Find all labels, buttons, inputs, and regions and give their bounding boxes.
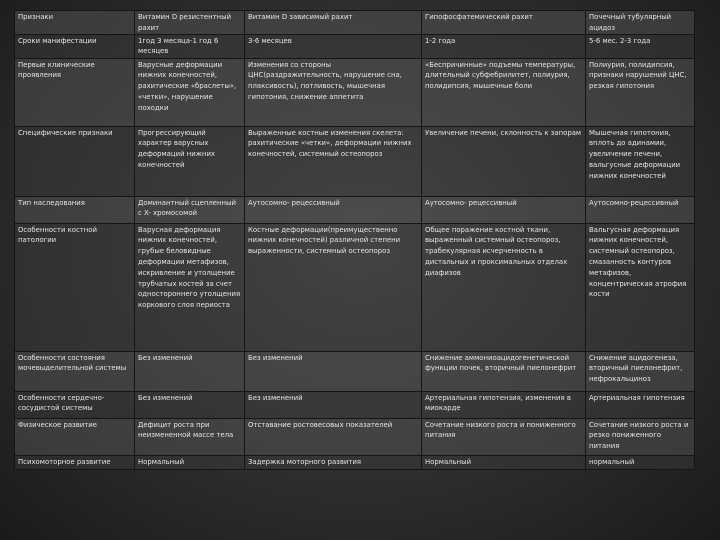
table-cell: Отставание ростовесовых показателей [245, 418, 422, 455]
table-cell: Без изменений [135, 391, 245, 418]
table-cell: 3-6 месяцев [245, 34, 422, 58]
row-label-cell: Психомоторное развитие [15, 455, 135, 469]
table-cell: нормальный [586, 455, 695, 469]
table-cell: Аутосомно- рецессивный [422, 196, 586, 223]
table-header-cell: Витамин D зависимый рахит [245, 11, 422, 35]
table-cell: «Беспричинные» подъемы температуры, длительный субфебрилитет, полиурия, полидипсия, мышечные боли [422, 58, 586, 126]
table-cell: Вальгусная деформация нижних конечностей, системный остеопороз, смазанность контуров метафизов, концентрическая атрофия кости [586, 223, 695, 351]
table-cell: Без изменений [245, 351, 422, 391]
table-cell: Артериальная гипотензия, изменения в миокарде [422, 391, 586, 418]
table-cell: Выраженные костные изменения скелета: рахитические «четки», деформации нижних конечностей, системный остеопороз [245, 126, 422, 196]
table-row [15, 455, 695, 469]
table-row [15, 126, 695, 196]
table-cell: Прогрессирующий характер варусных деформаций нижних конечностей [135, 126, 245, 196]
table-header-cell: Признаки [15, 11, 135, 35]
table-row [15, 34, 695, 58]
table-header-row [15, 11, 695, 35]
row-label-cell: Особенности костной патологии [15, 223, 135, 351]
table-cell: Артериальная гипотензия [586, 391, 695, 418]
table-cell: Варусные деформации нижних конечностей, рахитические «браслеты», «четки», нарушение походки [135, 58, 245, 126]
table-cell: Аутосомно- рецессивный [245, 196, 422, 223]
table-row [15, 391, 695, 418]
table-header-cell: Почечный тубулярный ацидоз [586, 11, 695, 35]
table-cell: Костные деформации(преимущественно нижних конечностей) различной степени выраженности, системный остеопороз [245, 223, 422, 351]
table-header-cell: Витамин D резистентный рахит [135, 11, 245, 35]
row-label-cell: Особенности состояния мочевыделительной системы [15, 351, 135, 391]
table-cell: Общее поражение костной ткани, выраженный системный остеопороз, трабекулярная исчерченность в дистальных и проксимальных отделах диафизов [422, 223, 586, 351]
table-cell: 1год 3 месяца-1 год 6 месяцев [135, 34, 245, 58]
table-cell: Снижение ацидогенеза, вторичный пиелонефрит, нефрокальциноз [586, 351, 695, 391]
table-cell: Сочетание низкого роста и пониженного питания [422, 418, 586, 455]
table-row [15, 196, 695, 223]
table-cell: Нормальный [135, 455, 245, 469]
table-cell: Аутосомно-рецессивный [586, 196, 695, 223]
row-label-cell: Особенности сердечно- сосудистой системы [15, 391, 135, 418]
table-row [15, 58, 695, 126]
table-cell: Дефицит роста при неизмененной массе тела [135, 418, 245, 455]
rickets-comparison-table [14, 10, 695, 470]
row-label-cell: Сроки манифестации [15, 34, 135, 58]
table-header-cell: Гипофосфатемический рахит [422, 11, 586, 35]
table-cell: Сочетание низкого роста и резко пониженного питания [586, 418, 695, 455]
table-row [15, 223, 695, 351]
table-cell: Доминантный сцепленный с X- хромосомой [135, 196, 245, 223]
table-cell: Полиурия, полидипсия, признаки нарушений ЦНС, резкая гипотония [586, 58, 695, 126]
table-cell: Снижение аммониоацидогенетической функции почек, вторичный пиелонефрит [422, 351, 586, 391]
table-cell: Варусная деформация нижних конечностей, грубые беловидные деформации метафизов, искривление и утолщение трубчатых костей за счет одностороннего утолщения коркового слоя периоста [135, 223, 245, 351]
table-cell: 5-6 мес. 2-3 года [586, 34, 695, 58]
table-cell: Задержка моторного развития [245, 455, 422, 469]
table-cell: Увеличение печени, склонность к запорам [422, 126, 586, 196]
table-cell: Нормальный [422, 455, 586, 469]
table-row [15, 351, 695, 391]
table-cell: Без изменений [135, 351, 245, 391]
table-cell: Без изменений [245, 391, 422, 418]
table-cell: Мышечная гипотония, вплоть до адинамии, увеличение печени, вальгусные деформации нижних конечностей [586, 126, 695, 196]
row-label-cell: Первые клинические проявления [15, 58, 135, 126]
table-cell: 1-2 года [422, 34, 586, 58]
table-row [15, 418, 695, 455]
row-label-cell: Тип наследования [15, 196, 135, 223]
row-label-cell: Физическое развитие [15, 418, 135, 455]
row-label-cell: Специфические признаки [15, 126, 135, 196]
table-cell: Изменения со стороны ЦНС(раздражительность, нарушение сна, плаксивость), потливость, мышечная гипотония, снижение аппетита [245, 58, 422, 126]
comparison-table-container [14, 10, 694, 482]
